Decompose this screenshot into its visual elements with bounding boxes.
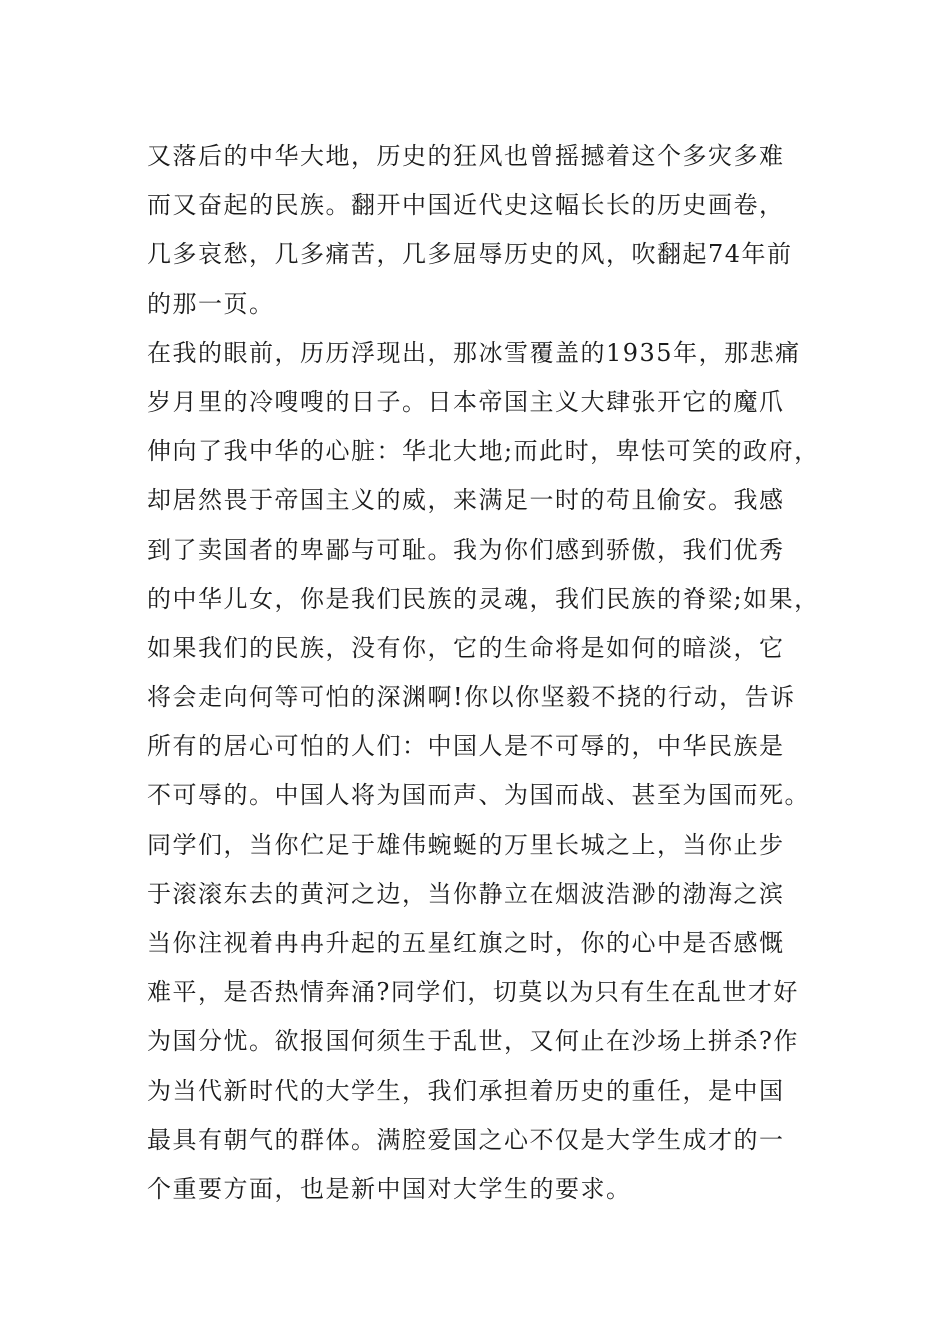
text-line: 将会走向何等可怕的深渊啊!你以你坚毅不挠的行动，告诉 bbox=[147, 683, 796, 712]
text-line: 最具有朝气的群体。满腔爱国之心不仅是大学生成才的一 bbox=[147, 1125, 785, 1154]
text-line: 伸向了我中华的心脏：华北大地;而此时，卑怯可笑的政府， bbox=[147, 437, 820, 466]
text-line: 不可辱的。中国人将为国而声、为国而战、甚至为国而死。 bbox=[147, 781, 810, 810]
text-line: 又落后的中华大地，历史的狂风也曾摇撼着这个多灾多难 bbox=[147, 142, 785, 170]
text-line: 到了卖国者的卑鄙与可耻。我为你们感到骄傲，我们优秀 bbox=[147, 535, 785, 564]
body-text bbox=[147, 132, 847, 1214]
text-line: 同学们，当你伫足于雄伟蜿蜒的万里长城之上，当你止步 bbox=[147, 830, 785, 859]
text-line: 为国分忧。欲报国何须生于乱世，又何止在沙场上拼杀?作 bbox=[147, 1027, 799, 1056]
text-line: 难平，是否热情奔涌?同学们，切莫以为只有生在乱世才好 bbox=[147, 978, 799, 1007]
text-line: 在我的眼前，历历浮现出，那冰雪覆盖的1935年，那悲痛 bbox=[147, 338, 801, 367]
text-line: 几多哀愁，几多痛苦，几多屈辱历史的风，吹翻起74年前 bbox=[147, 240, 793, 269]
text-line: 个重要方面，也是新中国对大学生的要求。 bbox=[147, 1174, 632, 1203]
text-line: 却居然畏于帝国主义的威，来满足一时的苟且偷安。我感 bbox=[147, 486, 785, 515]
text-line: 的那一页。 bbox=[147, 289, 275, 318]
text-line: 岁月里的冷嗖嗖的日子。日本帝国主义大肆张开它的魔爪 bbox=[147, 387, 785, 416]
text-line: 所有的居心可怕的人们：中国人是不可辱的，中华民族是 bbox=[147, 732, 785, 761]
text-line: 的中华儿女，你是我们民族的灵魂，我们民族的脊梁;如果， bbox=[147, 584, 820, 613]
text-line: 如果我们的民族，没有你，它的生命将是如何的暗淡，它 bbox=[147, 633, 785, 662]
text-line: 为当代新时代的大学生，我们承担着历史的重任，是中国 bbox=[147, 1076, 785, 1105]
text-line: 当你注视着冉冉升起的五星红旗之时，你的心中是否感慨 bbox=[147, 929, 785, 957]
text-line: 于滚滚东去的黄河之边，当你静立在烟波浩渺的渤海之滨 bbox=[147, 879, 785, 908]
text-line: 而又奋起的民族。翻开中国近代史这幅长长的历史画卷， bbox=[147, 191, 785, 220]
